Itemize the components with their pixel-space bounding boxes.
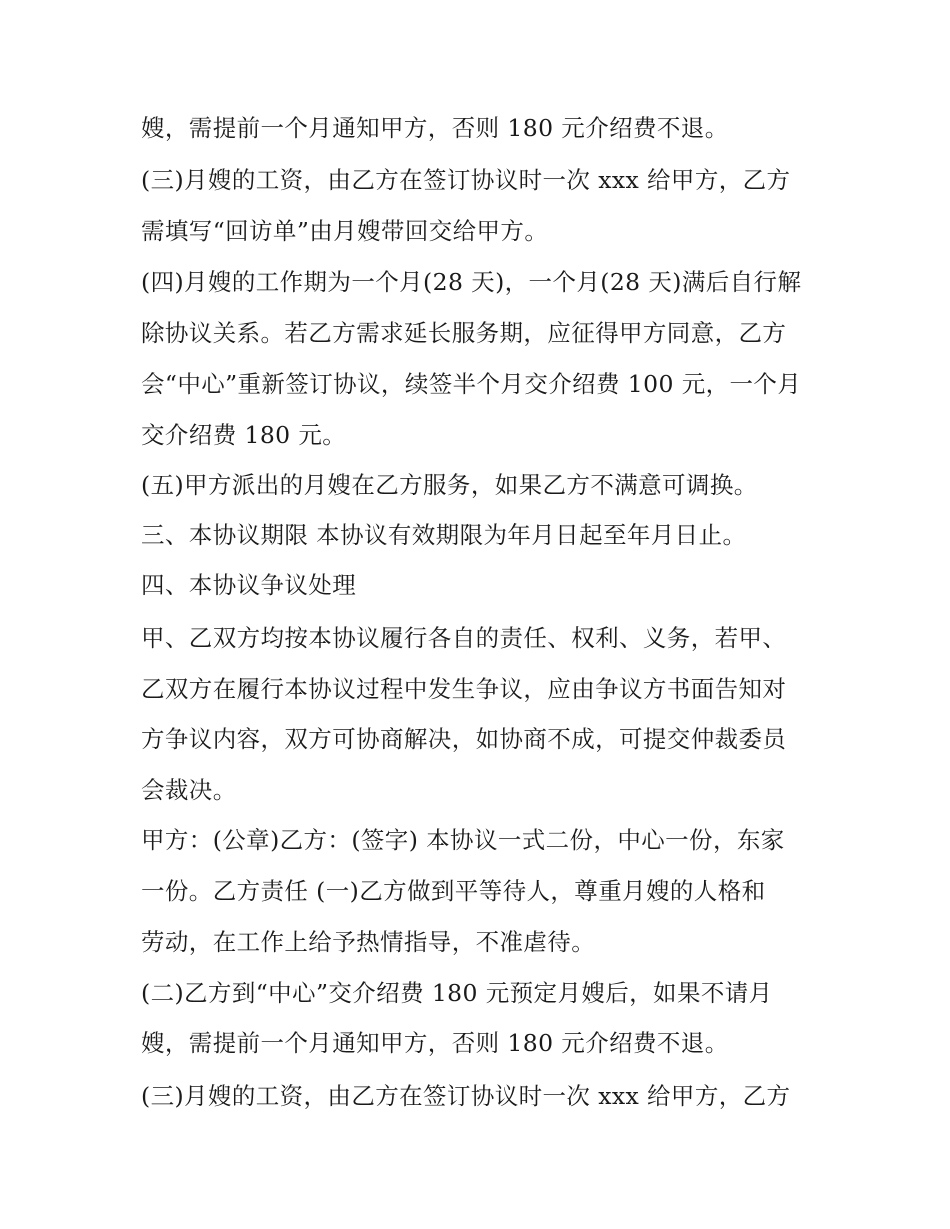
text-line: (三)月嫂的工资，由乙方在签订协议时一次 xxx 给甲方，乙方	[141, 1082, 791, 1110]
text-line: (三)月嫂的工资，由乙方在签订协议时一次 xxx 给甲方，乙方	[141, 166, 791, 194]
text-line: 乙双方在履行本协议过程中发生争议，应由争议方书面告知对	[141, 675, 787, 703]
text-line: 劳动，在工作上给予热情指导，不准虐待。	[141, 928, 596, 956]
text-line: 一份。乙方责任 (一)乙方做到平等待人，尊重月嫂的人格和	[141, 877, 766, 905]
text-line: 嫂，需提前一个月通知甲方，否则 180 元介绍费不退。	[141, 1029, 729, 1057]
text-line: 需填写“回访单”由月嫂带回交给甲方。	[141, 217, 549, 245]
text-line: (二)乙方到“中心”交介绍费 180 元预定月嫂后，如果不请月	[141, 979, 773, 1007]
text-line: (四)月嫂的工作期为一个月(28 天)，一个月(28 天)满后自行解	[141, 268, 802, 296]
text-line: 甲、乙双方均按本协议履行各自的责任、权利、义务，若甲、	[141, 624, 787, 652]
text-line: 嫂，需提前一个月通知甲方，否则 180 元介绍费不退。	[141, 114, 729, 142]
text-line: 会“中心”重新签订协议，续签半个月交介绍费 100 元，一个月	[141, 370, 802, 398]
text-line: 甲方：(公章)乙方：(签字) 本协议一式二份，中心一份，东家	[141, 826, 785, 854]
text-line: 除协议关系。若乙方需求延长服务期，应征得甲方同意，乙方	[141, 319, 787, 347]
text-line: 方争议内容，双方可协商解决，如协商不成，可提交仲裁委员	[141, 725, 787, 753]
text-line: 会裁决。	[141, 776, 237, 804]
section-heading: 四、本协议争议处理	[141, 571, 357, 599]
text-line: (五)甲方派出的月嫂在乙方服务，如果乙方不满意可调换。	[141, 471, 758, 499]
text-line: 三、本协议期限 本协议有效期限为年月日起至年月日止。	[141, 521, 747, 549]
text-line: 交介绍费 180 元。	[141, 421, 347, 449]
